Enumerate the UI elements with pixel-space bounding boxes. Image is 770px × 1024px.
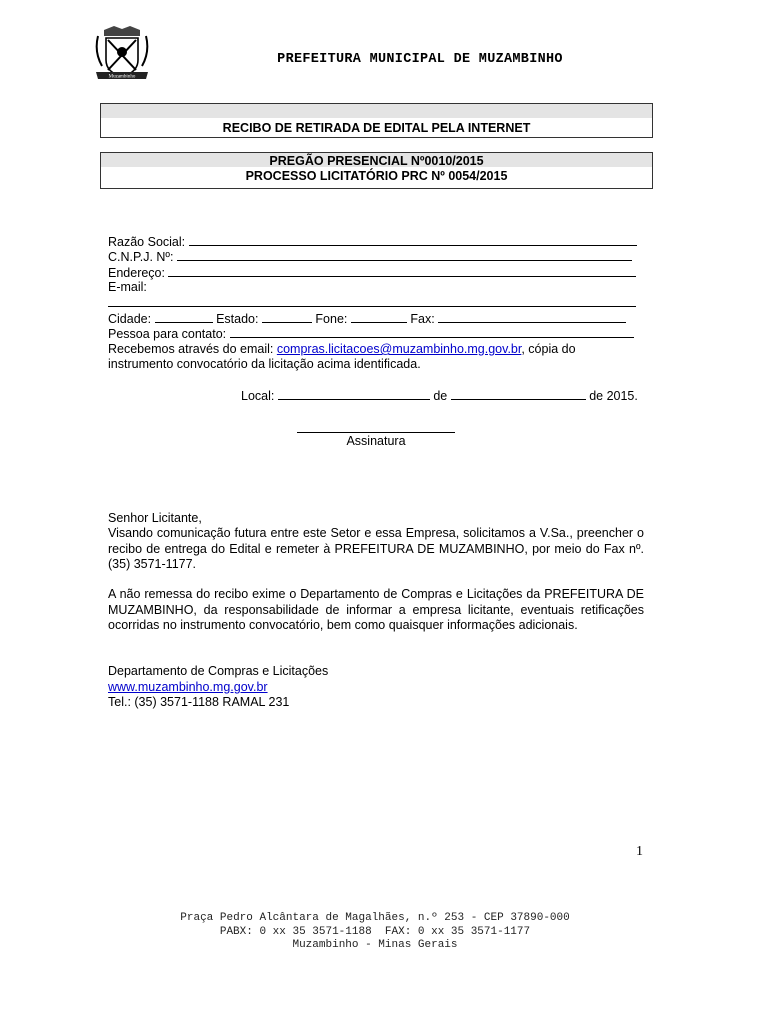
email-label: E-mail: (108, 280, 147, 294)
contato-field[interactable] (230, 326, 634, 338)
year-label: de 2015. (589, 389, 638, 403)
website-row (108, 680, 644, 696)
recebemos-suffix: , cópia do (521, 342, 576, 356)
footer-line-2: PABX: 0 xx 35 3571-1188 FAX: 0 xx 35 3571-1177 (219, 925, 531, 938)
recebemos-line2: instrumento convocatório da licitação acima identificada. (108, 357, 421, 371)
de-label: de (433, 389, 448, 403)
footer-line-1: Praça Pedro Alcântara de Magalhães, n.º 253 - CEP 37890-000 (180, 912, 570, 924)
processo-number: PROCESSO LICITATÓRIO PRC Nº 0054/2015 (245, 169, 508, 183)
pregao-number: PREGÃO PRESENCIAL Nº0010/2015 (269, 154, 484, 168)
paragraph-2: A não remessa do recibo exime o Departamento de Compras e Licitações da PREFEITURA DE MUZAMBINHO, da responsabilidade de informar a empresa licitante, eventuais retificações ocorridas no instrumento convocatório, bem como quaisquer informações adicionais. (108, 587, 644, 632)
cnpj-field[interactable] (177, 249, 632, 261)
contato-label: Pessoa para contato: (108, 327, 227, 341)
cidade-label: Cidade: (108, 312, 152, 326)
signature-label: Assinatura (346, 434, 406, 448)
local-date-row (241, 388, 638, 404)
endereco-row (108, 265, 636, 281)
recebemos-prefix: Recebemos através do email: (108, 342, 274, 356)
cnpj-label: C.N.P.J. Nº: (108, 250, 174, 264)
receipt-title-box (100, 103, 653, 138)
greeting: Senhor Licitante, (108, 511, 202, 525)
fax-field[interactable] (438, 311, 626, 323)
receipt-title: RECIBO DE RETIRADA DE EDITAL PELA INTERNET (222, 121, 531, 135)
razao-social-field[interactable] (189, 234, 637, 246)
razao-social-row (108, 234, 637, 250)
fone-field[interactable] (351, 311, 407, 323)
cnpj-row (108, 249, 632, 265)
page-number: 1 (636, 844, 643, 859)
razao-social-label: Razão Social: (108, 235, 186, 249)
process-box (100, 152, 653, 189)
paragraph-1: Visando comunicação futura entre este Setor e essa Empresa, solicitamos a V.Sa., preencher o recibo de entrega do Edital e remeter à PREFEITURA DE MUZAMBINHO, por meio do Fax nº. (35) 3571-1177. (108, 526, 644, 571)
municipal-crest-logo (92, 22, 152, 82)
telephone: Tel.: (35) 3571-1188 RAMAL 231 (108, 695, 290, 709)
website-link[interactable]: www.muzambinho.mg.gov.br (108, 680, 268, 694)
signature-line[interactable] (297, 420, 455, 433)
cidade-field[interactable] (155, 311, 213, 323)
fax-label: Fax: (410, 312, 435, 326)
department-name: Departamento de Compras e Licitações (108, 664, 329, 678)
cidade-row (108, 311, 626, 327)
month-field[interactable] (451, 388, 586, 400)
header-title: PREFEITURA MUNICIPAL DE MUZAMBINHO (277, 52, 563, 67)
estado-label: Estado: (216, 312, 259, 326)
recebemos-row (108, 342, 576, 357)
crest-banner-text: Muzambinho (108, 74, 136, 80)
compras-email-link[interactable]: compras.licitacoes@muzambinho.mg.gov.br (276, 342, 522, 356)
footer-address (110, 912, 640, 953)
contato-row (108, 326, 634, 342)
fone-label: Fone: (315, 312, 348, 326)
estado-field[interactable] (262, 311, 312, 323)
endereco-field[interactable] (168, 265, 636, 277)
local-label: Local: (241, 389, 275, 403)
footer-line-3: Muzambinho - Minas Gerais (292, 939, 458, 951)
endereco-label: Endereço: (108, 266, 165, 280)
email-field[interactable] (108, 295, 636, 307)
email-row (108, 280, 147, 295)
email-underline-row (108, 295, 636, 311)
local-field[interactable] (278, 388, 430, 400)
